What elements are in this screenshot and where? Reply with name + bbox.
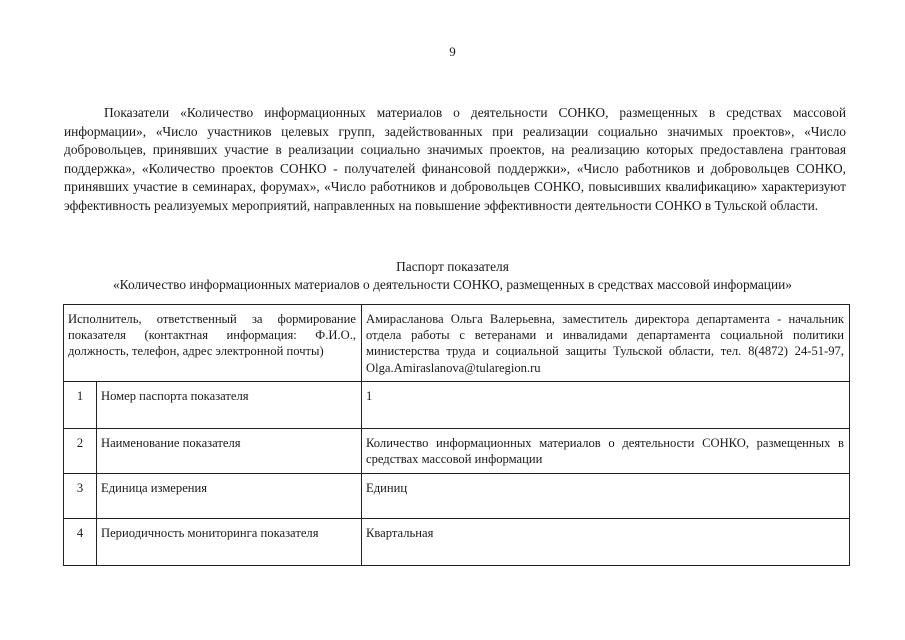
row-number-cell: 4 xyxy=(64,519,97,566)
intro-paragraph: Показатели «Количество информационных материалов о деятельности СОНКО, размещенных в средствах массовой информации», «Число участников целевых групп, задействованных при реализации социально значимых проектов», «Число добровольцев, принявших участие в реализации социально значимых проектов, на реализацию которых предоставлена грантовая поддержка», «Количество проектов СОНКО - получателей финансовой поддержки», «Число работников и добровольцев СОНКО, принявших участие в семинарах, форумах», «Число работников и добровольцев СОНКО, повысивших квалификацию» характеризуют эффективность реализуемых мероприятий, направленных на повышение эффективности деятельности СОНКО в Тульской области. xyxy=(64,105,846,213)
row-number-cell: 1 xyxy=(64,382,97,429)
row-value-cell: 1 xyxy=(362,382,850,429)
row-label-cell: Периодичность мониторинга показателя xyxy=(97,519,362,566)
passport-table xyxy=(63,304,850,566)
row-value-cell: Квартальная xyxy=(362,519,850,566)
row-number-cell: 3 xyxy=(64,474,97,519)
passport-heading xyxy=(40,258,865,294)
row-label-cell: Наименование показателя xyxy=(97,429,362,474)
row-label-cell: Номер паспорта показателя xyxy=(97,382,362,429)
page-number: 9 xyxy=(449,44,456,59)
row-value-cell: Количество информационных материалов о деятельности СОНКО, размещенных в средствах массовой информации xyxy=(362,429,850,474)
executor-value-cell: Амирасланова Ольга Валерьевна, заместитель директора департамента - начальник отдела работы с ветеранами и инвалидами департамента социальной политики министерства труда и социальной защиты Тульской области, тел. 8(4872) 24-51-97, Olga.Amiraslanova@tularegion.ru xyxy=(362,305,850,382)
table-row xyxy=(64,429,850,474)
passport-subtitle: «Количество информационных материалов о деятельности СОНКО, размещенных в средствах массовой информации» xyxy=(112,277,793,292)
executor-label-cell: Исполнитель, ответственный за формирование показателя (контактная информация: Ф.И.О., должность, телефон, адрес электронной почты) xyxy=(64,305,362,382)
table-row xyxy=(64,382,850,429)
row-number-cell: 2 xyxy=(64,429,97,474)
row-value-cell: Единиц xyxy=(362,474,850,519)
row-label-cell: Единица измерения xyxy=(97,474,362,519)
table-row-executor xyxy=(64,305,850,382)
table-row xyxy=(64,519,850,566)
passport-title: Паспорт показателя xyxy=(396,259,509,274)
table-row xyxy=(64,474,850,519)
